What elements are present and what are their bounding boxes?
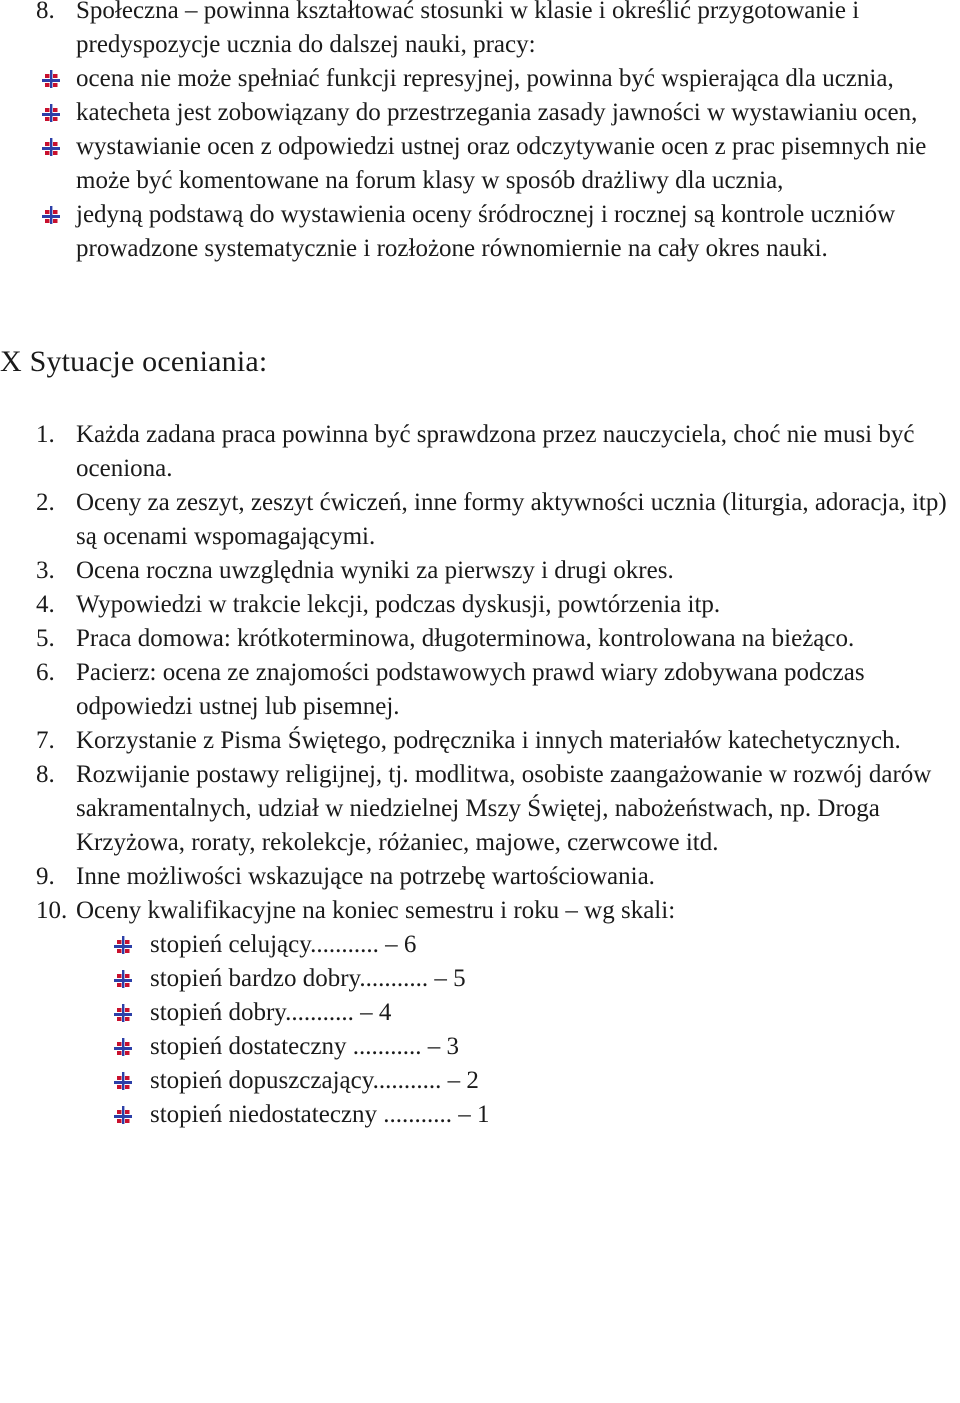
item-number: 1. [36, 421, 55, 448]
grade-scale-list [110, 928, 960, 1132]
grade-item [110, 1030, 960, 1064]
item-text: Korzystanie z Pisma Świętego, podręcznika i innych materiałów katechetycznych. [76, 727, 901, 754]
grade-text: stopień celujący........... – 6 [150, 931, 417, 958]
item-number: 6. [36, 659, 55, 686]
bullet-text: ocena nie może spełniać funkcji represyjnej, powinna być wspierająca dla ucznia, [76, 65, 894, 92]
bullet-list [0, 62, 960, 266]
item-text: Każda zadana praca powinna być sprawdzona przez nauczyciela, choć nie musi być oceniona. [76, 421, 915, 482]
arrow-bullet-icon [38, 130, 76, 164]
grade-text: stopień dopuszczający........... – 2 [150, 1067, 479, 1094]
list-item [36, 758, 956, 860]
numbered-list [0, 418, 960, 928]
item-number: 10. [36, 897, 68, 924]
grade-text: stopień dobry........... – 4 [150, 999, 392, 1026]
item-number: 4. [36, 591, 55, 618]
grade-text: stopień dostateczny ........... – 3 [150, 1033, 459, 1060]
arrow-bullet-icon [110, 928, 150, 962]
list-item [36, 724, 956, 758]
arrow-bullet-icon [38, 198, 76, 232]
list-item [36, 656, 956, 724]
grade-item [110, 1098, 960, 1132]
grade-item [110, 996, 960, 1030]
bullet-item [38, 198, 958, 266]
list-item [36, 486, 956, 554]
bullet-text: wystawianie ocen z odpowiedzi ustnej oraz odczytywanie ocen z prac pisemnych nie może być komentowane na forum klasy w sposób drażliwy dla ucznia, [76, 133, 927, 194]
item-text: Pacierz: ocena ze znajomości podstawowych prawd wiary zdobywana podczas odpowiedzi ustnej lub pisemnej. [76, 659, 865, 720]
arrow-bullet-icon [38, 96, 76, 130]
bullet-item [38, 62, 958, 96]
intro-text: Społeczna – powinna kształtować stosunki w klasie i określić przygotowanie i predyspozycje ucznia do dalszej nauki, pracy: [76, 0, 860, 58]
arrow-bullet-icon [110, 962, 150, 996]
grade-text: stopień bardzo dobry........... – 5 [150, 965, 466, 992]
arrow-bullet-icon [110, 1030, 150, 1064]
grade-item [110, 928, 960, 962]
list-item [36, 588, 956, 622]
intro-item [36, 0, 956, 62]
item-text: Ocena roczna uwzględnia wyniki za pierwszy i drugi okres. [76, 557, 674, 584]
list-item [36, 622, 956, 656]
grade-item [110, 1064, 960, 1098]
item-text: Praca domowa: krótkoterminowa, długoterminowa, kontrolowana na bieżąco. [76, 625, 855, 652]
item-text: Inne możliwości wskazujące na potrzebę wartościowania. [76, 863, 655, 890]
item-number: 7. [36, 727, 55, 754]
arrow-bullet-icon [110, 996, 150, 1030]
bullet-item [38, 130, 958, 198]
item-number: 3. [36, 557, 55, 584]
item-number: 9. [36, 863, 55, 890]
bullet-text: katecheta jest zobowiązany do przestrzegania zasady jawności w wystawianiu ocen, [76, 99, 918, 126]
list-item [36, 554, 956, 588]
arrow-bullet-icon [110, 1064, 150, 1098]
bullet-item [38, 96, 958, 130]
section-heading: X Sytuacje oceniania: [0, 345, 268, 378]
item-text: Rozwijanie postawy religijnej, tj. modlitwa, osobiste zaangażowanie w rozwój darów sakramentalnych, udział w niedzielnej Mszy Świętej, nabożeństwach, np. Droga Krzyżowa, roraty, rekolekcje, różaniec, majowe, czerwcowe itd. [76, 761, 932, 856]
item-text: Oceny za zeszyt, zeszyt ćwiczeń, inne formy aktywności ucznia (liturgia, adoracja, itp) są ocenami wspomagającymi. [76, 489, 947, 550]
list-item [36, 860, 956, 894]
list-item [36, 418, 956, 486]
grade-text: stopień niedostateczny ........... – 1 [150, 1101, 490, 1128]
bullet-text: jedyną podstawą do wystawienia oceny śródrocznej i rocznej są kontrole uczniów prowadzone systematycznie i rozłożone równomiernie na cały okres nauki. [76, 201, 896, 262]
grade-item [110, 962, 960, 996]
item-number: 5. [36, 625, 55, 652]
item-number: 8. [36, 761, 55, 788]
item-text: Oceny kwalifikacyjne na koniec semestru i roku – wg skali: [76, 897, 676, 924]
item-text: Wypowiedzi w trakcie lekcji, podczas dyskusji, powtórzenia itp. [76, 591, 721, 618]
arrow-bullet-icon [38, 62, 76, 96]
intro-number: 8. [36, 0, 55, 24]
list-item [36, 894, 956, 928]
item-number: 2. [36, 489, 55, 516]
arrow-bullet-icon [110, 1098, 150, 1132]
